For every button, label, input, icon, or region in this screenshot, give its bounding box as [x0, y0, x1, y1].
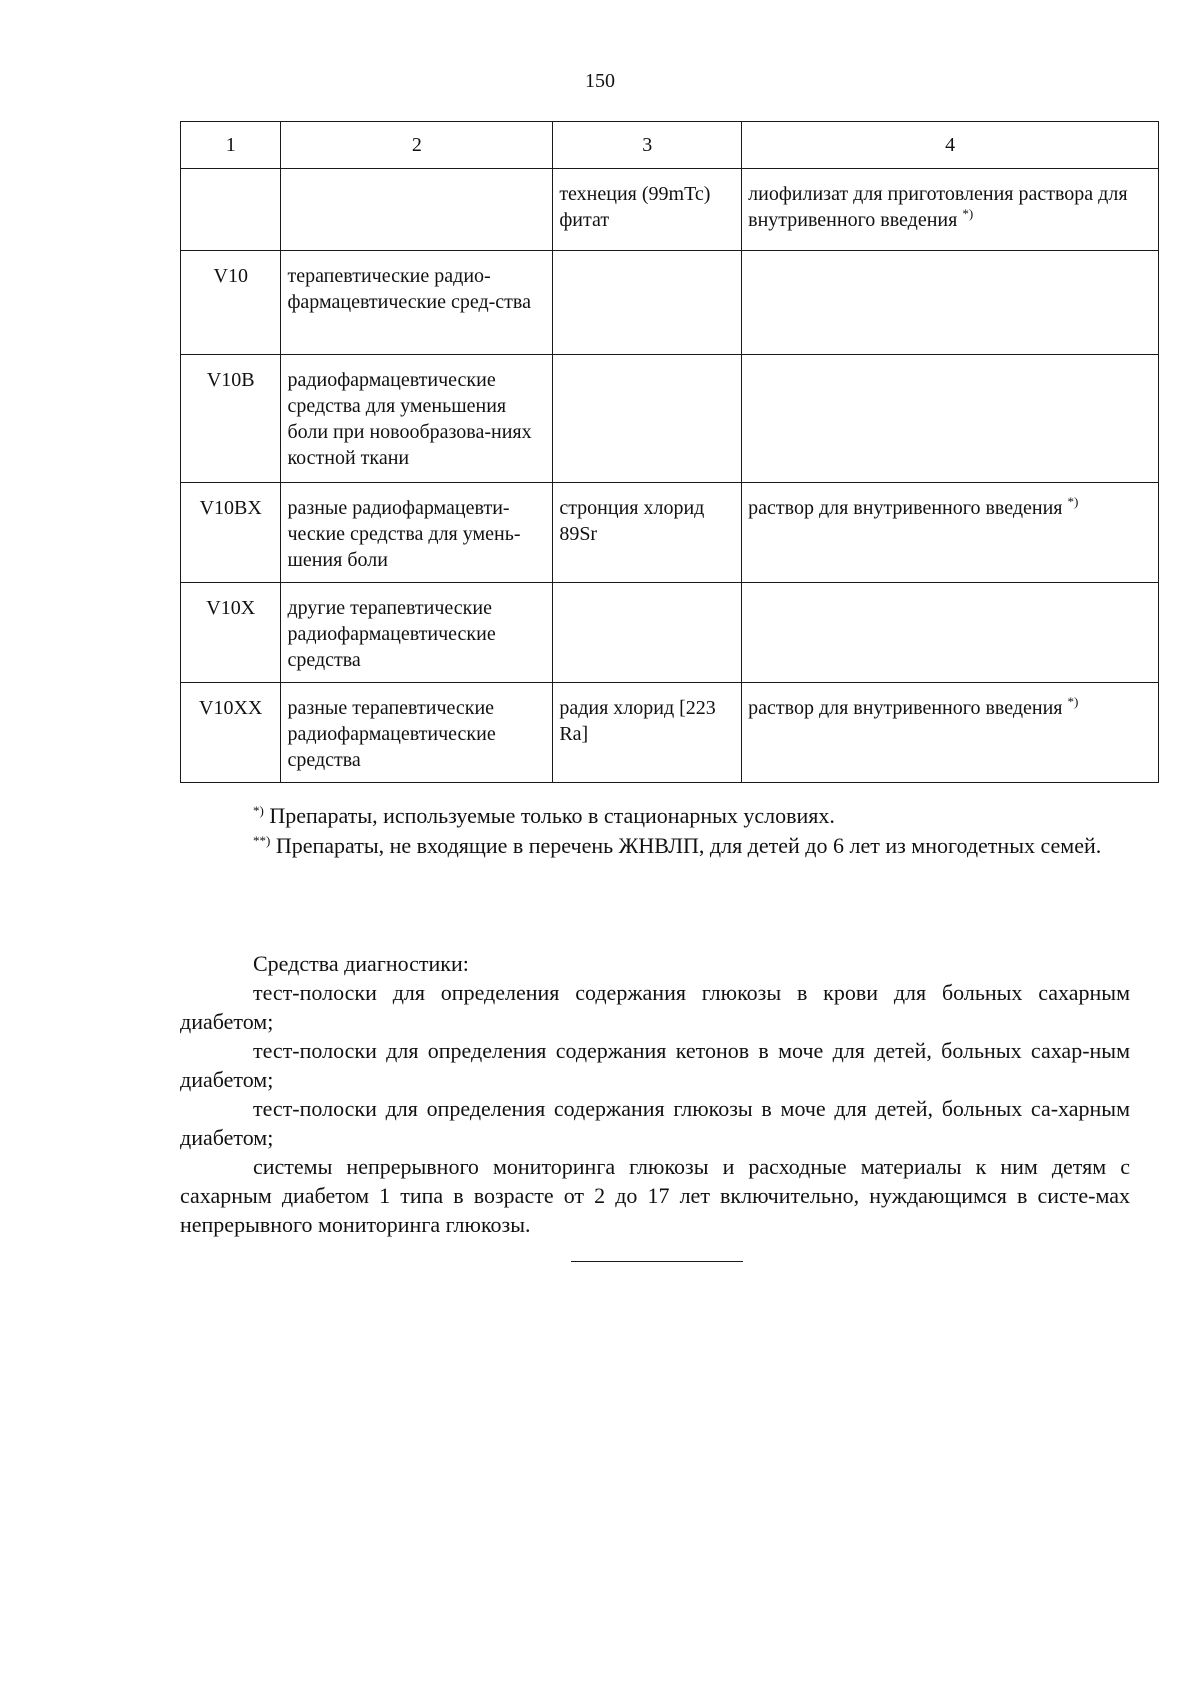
table-row	[181, 251, 1159, 355]
substance-cell	[553, 251, 742, 355]
footnotes	[180, 801, 1130, 861]
diagnostics-item: тест-полоски для определения содержания кетонов в моче для детей, больных сахар-ным диабетом;	[180, 1038, 1130, 1092]
table-header-row	[181, 122, 1159, 169]
table-row	[181, 355, 1159, 483]
footnote-text: Препараты, используемые только в стационарных условиях.	[269, 803, 835, 828]
atc-code-cell: V10	[181, 251, 281, 355]
dosage-form-cell	[742, 583, 1159, 683]
footnote	[180, 801, 1130, 831]
atc-code-cell: V10BX	[181, 483, 281, 583]
diagnostics-section	[180, 949, 1130, 1239]
substance-cell: радия хлорид [223 Ra]	[553, 683, 742, 783]
dosage-form-text: раствор для внутривенного введения	[748, 497, 1063, 519]
group-name-cell: другие терапевтические радиофармацевтические средства	[281, 583, 553, 683]
substance-cell	[553, 355, 742, 483]
table-row	[181, 483, 1159, 583]
diagnostics-item: тест-полоски для определения содержания глюкозы в моче для детей, больных са-харным диабетом;	[180, 1096, 1130, 1150]
diagnostics-item: системы непрерывного мониторинга глюкозы и расходные материалы к ним детям с сахарным диабетом 1 типа в возрасте от 2 до 17 лет включительно, нуждающимся в систе-мах непрерывного мониторинга глюкозы.	[180, 1154, 1130, 1237]
dosage-form-cell	[742, 683, 1159, 783]
footnote-mark: **)	[253, 833, 271, 848]
dosage-form-cell	[742, 251, 1159, 355]
table-row	[181, 169, 1159, 251]
footnote-mark: *)	[962, 206, 974, 221]
group-name-cell: терапевтические радио-фармацевтические сред-ства	[281, 251, 553, 355]
dosage-form-cell	[742, 355, 1159, 483]
footnote-mark: *)	[1067, 494, 1079, 509]
atc-code-cell: V10B	[181, 355, 281, 483]
dosage-form-text: раствор для внутривенного введения	[748, 697, 1063, 719]
footnote	[180, 831, 1130, 861]
dosage-form-cell	[742, 169, 1159, 251]
atc-code-cell	[181, 169, 281, 251]
group-name-cell: разные терапевтические радиофармацевтические средства	[281, 683, 553, 783]
column-header-1: 1	[181, 122, 281, 169]
column-header-3: 3	[553, 122, 742, 169]
atc-code-cell: V10X	[181, 583, 281, 683]
footnote-text: Препараты, не входящие в перечень ЖНВЛП, для детей до 6 лет из многодетных семей.	[275, 833, 1102, 858]
footnote-mark: *)	[1067, 694, 1079, 709]
table-row	[181, 683, 1159, 783]
diagnostics-heading: Средства диагностики:	[253, 951, 469, 976]
end-divider	[571, 1261, 743, 1262]
diagnostics-item: тест-полоски для определения содержания глюкозы в крови для больных сахарным диабетом;	[180, 980, 1130, 1034]
column-header-2: 2	[281, 122, 553, 169]
substance-cell: технеция (99mTc) фитат	[553, 169, 742, 251]
footnote-mark: *)	[253, 803, 264, 818]
group-name-cell: радиофармацевтические средства для уменьшения боли при новообразова-ниях костной ткани	[281, 355, 553, 483]
group-name-cell	[281, 169, 553, 251]
group-name-cell: разные радиофармацевти-ческие средства для умень-шения боли	[281, 483, 553, 583]
substance-cell: стронция хлорид 89Sr	[553, 483, 742, 583]
table-row	[181, 583, 1159, 683]
page-number: 150	[585, 70, 615, 92]
substance-cell	[553, 583, 742, 683]
dosage-form-cell	[742, 483, 1159, 583]
drug-table	[180, 121, 1159, 783]
dosage-form-text: лиофилизат для приготовления раствора для внутривенного введения	[748, 183, 1128, 231]
atc-code-cell: V10XX	[181, 683, 281, 783]
column-header-4: 4	[742, 122, 1159, 169]
